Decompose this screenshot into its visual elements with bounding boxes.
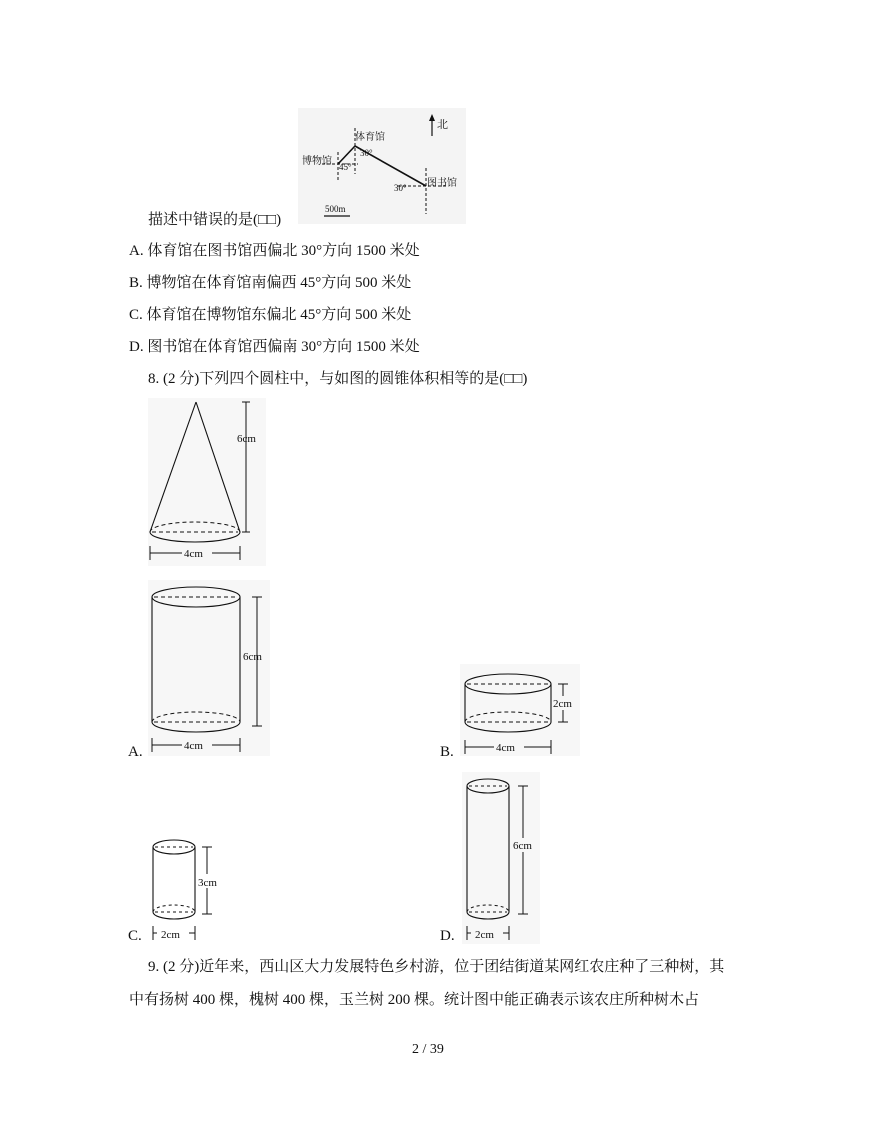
cone-figure	[148, 398, 266, 566]
option-b-diameter-label: 4cm	[496, 742, 515, 754]
option-c-cylinder	[148, 836, 224, 944]
q7-option-c: C. 体育馆在博物馆东偏北 45°方向 500 米处	[129, 307, 412, 323]
museum-label: 博物馆	[302, 156, 332, 167]
angle-stadium-label: 30°	[360, 148, 373, 158]
option-d-height-label: 6cm	[513, 840, 532, 852]
q7-option-a: A. 体育馆在图书馆西偏北 30°方向 1500 米处	[129, 243, 420, 259]
option-a-label: A.	[128, 744, 143, 760]
option-c-label: C.	[128, 928, 142, 944]
q7-option-b: B. 博物馆在体育馆南偏西 45°方向 500 米处	[129, 275, 412, 291]
q7-option-d: D. 图书馆在体育馆西偏南 30°方向 1500 米处	[129, 339, 420, 355]
option-a-cylinder	[148, 580, 270, 756]
q9-line-1: 9. (2 分)近年来，西山区大力发展特色乡村游，位于团结街道某网红农庄种了三种树，其	[148, 959, 725, 975]
scale-label: 500m	[325, 204, 346, 214]
library-label: 图书馆	[427, 178, 457, 189]
option-d-label: D.	[440, 928, 455, 944]
option-b-height-label: 2cm	[553, 698, 572, 710]
q7-stem: 描述中错误的是(□□)	[148, 212, 282, 228]
page-number: 2 / 39	[412, 1042, 444, 1057]
cone-diameter-label: 4cm	[184, 548, 203, 560]
angle-museum-label: 45°	[339, 162, 352, 172]
option-b-label: B.	[440, 744, 454, 760]
q9-line-2: 中有扬树 400 棵，槐树 400 棵，玉兰树 200 棵。统计图中能正确表示该农庄所种树木占	[129, 992, 700, 1008]
stadium-label: 体育馆	[355, 132, 385, 143]
angle-library-label: 30°	[394, 183, 407, 193]
q8-stem: 8. (2 分)下列四个圆柱中，与如图的圆锥体积相等的是(□□)	[148, 371, 528, 387]
option-b-cylinder	[460, 664, 580, 756]
direction-map-figure	[298, 108, 466, 224]
option-a-diameter-label: 4cm	[184, 740, 203, 752]
north-label: 北	[437, 119, 448, 131]
option-c-height-label: 3cm	[198, 877, 217, 889]
option-d-diameter-label: 2cm	[475, 929, 494, 941]
option-c-diameter-label: 2cm	[161, 929, 180, 941]
option-a-height-label: 6cm	[243, 651, 262, 663]
option-d-cylinder	[462, 772, 540, 944]
cone-height-label: 6cm	[237, 433, 256, 445]
